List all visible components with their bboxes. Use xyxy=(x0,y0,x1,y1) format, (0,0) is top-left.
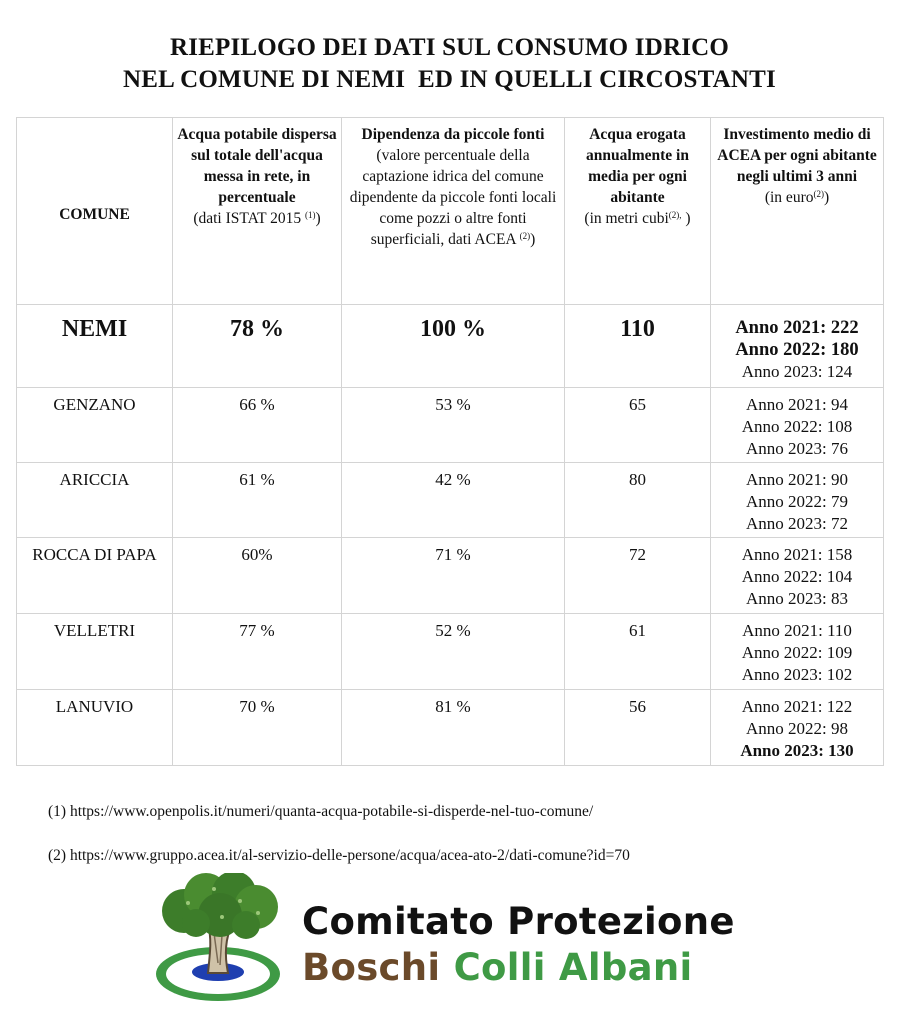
inv-2023: Anno 2023: 130 xyxy=(740,741,854,760)
table-row xyxy=(17,538,884,614)
cell-comune: ARICCIA xyxy=(17,463,173,538)
cell-investimento xyxy=(711,463,884,538)
header-dispersa-title: Acqua potabile dispersa sul totale dell'acqua messa in rete, in percentuale xyxy=(177,126,337,206)
table-row xyxy=(17,614,884,690)
tree-logo-icon xyxy=(148,873,288,1008)
table-row xyxy=(17,463,884,538)
inv-2022: Anno 2022: 98 xyxy=(746,719,848,738)
logo-text-line-2 xyxy=(302,946,693,990)
inv-2021: Anno 2021: 110 xyxy=(742,621,852,640)
logo-word-colli-albani: Colli Albani xyxy=(453,946,693,989)
inv-2023: Anno 2023: 72 xyxy=(746,514,848,533)
inv-2021: Anno 2021: 90 xyxy=(746,470,848,489)
header-investimento-title: Investimento medio di ACEA per ogni abitante negli ultimi 3 anni xyxy=(717,126,877,185)
cell-investimento xyxy=(711,538,884,614)
cell-comune: LANUVIO xyxy=(17,690,173,766)
inv-2022: Anno 2022: 180 xyxy=(735,340,859,360)
inv-2021: Anno 2021: 122 xyxy=(741,697,853,716)
header-dipendenza-title: Dipendenza da piccole fonti xyxy=(361,126,545,143)
cell-dispersa: 78 % xyxy=(173,305,342,388)
header-erogata-title: Acqua erogata annualmente in media per ogni abitante xyxy=(586,126,689,206)
header-dispersa-note: (dati ISTAT 2015 $^{(1)}$) xyxy=(193,210,321,227)
cell-comune: ROCCA DI PAPA xyxy=(17,538,173,614)
water-data-table xyxy=(16,117,884,766)
cell-dipendenza: 100 % xyxy=(342,305,565,388)
footnote-1: (1) https://www.openpolis.it/numeri/quanta-acqua-potabile-si-disperde-nel-tuo-comune/ xyxy=(48,803,594,820)
inv-2023: Anno 2023: 102 xyxy=(741,665,853,684)
footnote-2: (2) https://www.gruppo.acea.it/al-servizio-delle-persone/acqua/acea-ato-2/dati-comune?id=70 xyxy=(48,847,630,864)
header-comune: COMUNE xyxy=(17,118,173,305)
header-dipendenza xyxy=(342,118,565,305)
cell-dipendenza: 81 % xyxy=(342,690,565,766)
logo-word-boschi: Boschi xyxy=(302,946,441,989)
inv-2022: Anno 2022: 79 xyxy=(746,492,848,511)
cell-erogata: 65 xyxy=(565,388,711,463)
cell-dipendenza: 42 % xyxy=(342,463,565,538)
cell-erogata: 80 xyxy=(565,463,711,538)
cell-dipendenza: 53 % xyxy=(342,388,565,463)
inv-2021: Anno 2021: 94 xyxy=(746,395,848,414)
cell-investimento xyxy=(711,305,884,388)
table-row xyxy=(17,690,884,766)
inv-2022: Anno 2022: 108 xyxy=(741,417,853,436)
cell-dipendenza: 52 % xyxy=(342,614,565,690)
header-dispersa xyxy=(173,118,342,305)
cell-erogata: 72 xyxy=(565,538,711,614)
table-row-nemi xyxy=(17,305,884,388)
cell-dispersa: 70 % xyxy=(173,690,342,766)
inv-2023: Anno 2023: 76 xyxy=(746,439,848,458)
inv-2023: Anno 2023: 124 xyxy=(741,362,853,381)
cell-investimento xyxy=(711,614,884,690)
inv-2021: Anno 2021: 222 xyxy=(735,318,859,338)
inv-2022: Anno 2022: 109 xyxy=(741,643,853,662)
title-line-1: RIEPILOGO DEI DATI SUL CONSUMO IDRICO xyxy=(169,34,730,61)
cell-erogata: 61 xyxy=(565,614,711,690)
logo-text-line-1: Comitato Protezione xyxy=(302,900,735,943)
inv-2022: Anno 2022: 104 xyxy=(741,567,853,586)
header-erogata-note: (in metri cubi$^{(2),}$ ) xyxy=(584,210,691,227)
cell-dipendenza: 71 % xyxy=(342,538,565,614)
cell-investimento xyxy=(711,690,884,766)
cell-dispersa: 66 % xyxy=(173,388,342,463)
header-erogata xyxy=(565,118,711,305)
cell-comune: VELLETRI xyxy=(17,614,173,690)
header-investimento-note: (in euro$^{(2)}$) xyxy=(764,189,830,206)
cell-comune: GENZANO xyxy=(17,388,173,463)
cell-comune: NEMI xyxy=(17,305,173,388)
table-header-row xyxy=(17,118,884,305)
table-row xyxy=(17,388,884,463)
inv-2023: Anno 2023: 83 xyxy=(746,589,848,608)
inv-2021: Anno 2021: 158 xyxy=(741,545,853,564)
cell-erogata: 56 xyxy=(565,690,711,766)
title-line-2: NEL COMUNE DI NEMI ED IN QUELLI CIRCOSTANTI xyxy=(123,66,776,93)
header-investimento xyxy=(711,118,884,305)
cell-dispersa: 61 % xyxy=(173,463,342,538)
cell-erogata: 110 xyxy=(565,305,711,388)
header-dipendenza-note: (valore percentuale della captazione idrica del comune dipendente da piccole fonti locali come pozzi o altre fonti superficiali, dati ACEA $^{(2)}$) xyxy=(349,147,557,248)
cell-dispersa: 77 % xyxy=(173,614,342,690)
cell-investimento xyxy=(711,388,884,463)
page-title xyxy=(0,32,899,96)
cell-dispersa: 60% xyxy=(173,538,342,614)
